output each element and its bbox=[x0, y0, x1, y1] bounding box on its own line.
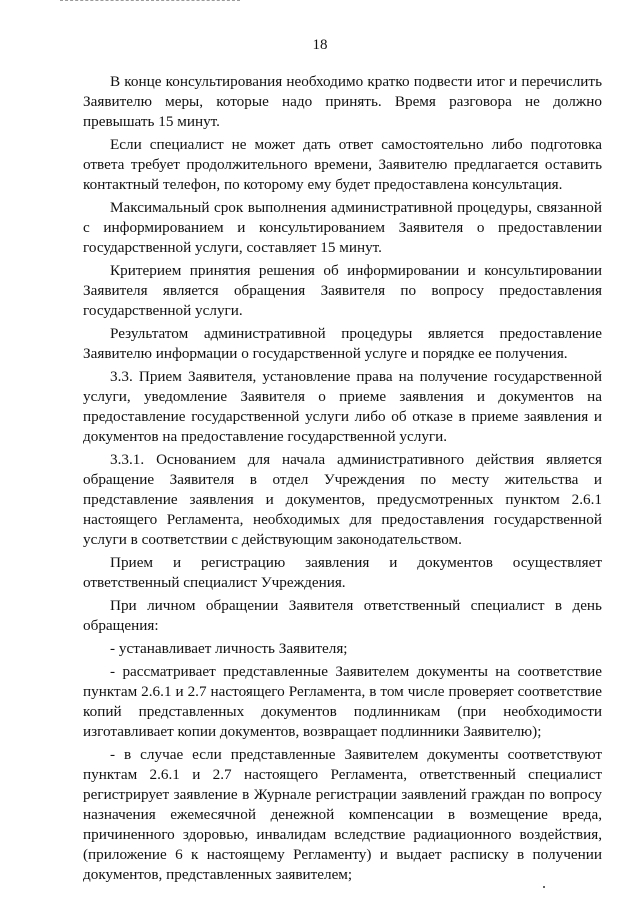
paragraph-callback-phone: Если специалист не может дать ответ самостоятельно либо подготовка ответа требует продолжительного времени, Заявителю предлагается оставить контактный телефон, по которому ему будет предоставлена консультация. bbox=[83, 136, 602, 193]
document-body bbox=[83, 72, 602, 888]
paragraph-3-3-1: 3.3.1. Основанием для начала административного действия является обращение Заявителя в отдел Учреждения по месту жительства и представление заявления и документов, предусмотренных пунктом 2.6.1 настоящего Регламента, необходимых для предоставления государственной услуги в соответствии с действующим законодательством. bbox=[83, 451, 602, 548]
paragraph-consultation-end: В конце консультирования необходимо кратко подвести итог и перечислить Заявителю меры, которые надо принять. Время разговора не должно превышать 15 минут. bbox=[83, 73, 602, 130]
scan-dot-mark bbox=[543, 886, 545, 888]
list-item-registration: - в случае если представленные Заявителем документы соответствуют пунктам 2.6.1 и 2.7 настоящего Регламента, ответственный специалист регистрирует заявление в Журнале регистрации заявлений граждан по вопросу назначения ежемесячной денежной компенсации в возмещение вреда, причиненного здоровью, инвалидам вследствие радиационного воздействия, (приложение 6 к настоящему Регламенту) и выдает расписку в получении документов, представленных заявителем; bbox=[83, 746, 602, 883]
list-item-document-check: - рассматривает представленные Заявителем документы на соответствие пунктам 2.6.1 и 2.7 настоящего Регламента, в том числе проверяет соответствие копий представленных документов подлинникам (при необходимости изготавливает копии документов, возвращает подлинники Заявителю); bbox=[83, 663, 602, 740]
paragraph-max-duration: Максимальный срок выполнения административной процедуры, связанной с информированием и консультированием Заявителя о предоставлении государственной услуги, составляет 15 минут. bbox=[83, 199, 602, 256]
paragraph-decision-criterion: Критерием принятия решения об информировании и консультировании Заявителя является обращения Заявителя по вопросу предоставления государственной услуги. bbox=[83, 262, 602, 319]
paragraph-procedure-result: Результатом административной процедуры является предоставление Заявителю информации о государственной услуге и порядке ее получения. bbox=[83, 325, 602, 362]
paragraph-personal-visit: При личном обращении Заявителя ответственный специалист в день обращения: bbox=[83, 597, 602, 634]
list-item-identity: - устанавливает личность Заявителя; bbox=[110, 640, 348, 657]
page-number: 18 bbox=[312, 37, 328, 53]
paragraph-registration-responsible: Прием и регистрацию заявления и документов осуществляет ответственный специалист Учреждения. bbox=[83, 554, 602, 591]
section-heading-3-3: 3.3. Прием Заявителя, установление права на получение государственной услуги, уведомление Заявителя о приеме заявления и документов на предоставление государственной услуги либо об отказе в приеме заявления и документов на предоставление государственной услуги. bbox=[83, 368, 602, 445]
scan-edge-mark bbox=[60, 0, 240, 4]
